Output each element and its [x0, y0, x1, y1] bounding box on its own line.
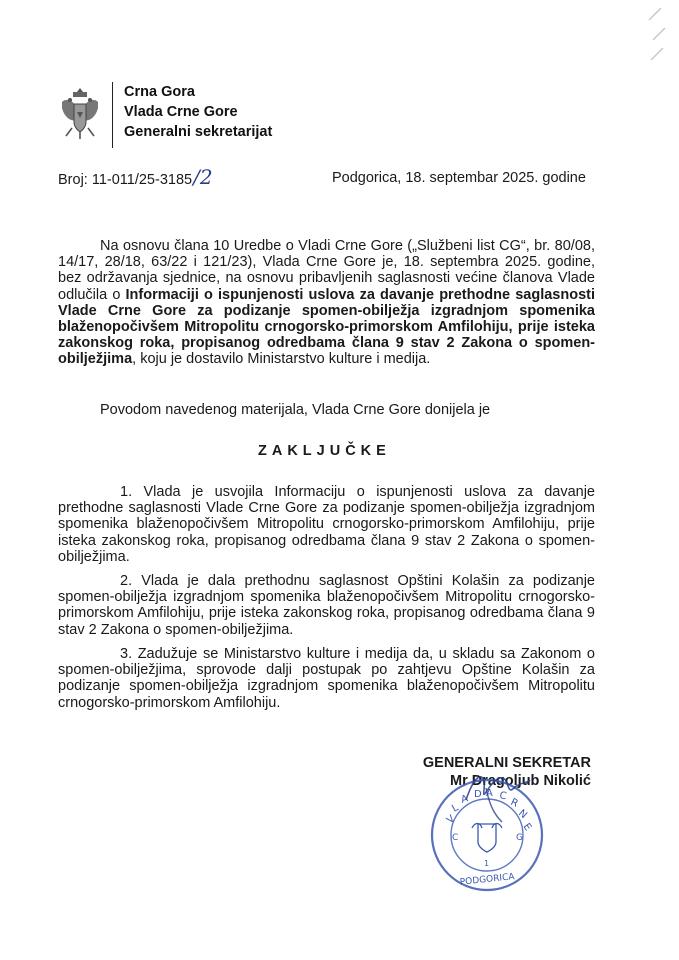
svg-text:L: L [450, 802, 461, 815]
scan-corner-mark-icon [639, 0, 675, 80]
place-and-date: Podgorica, 18. septembar 2025. godine [332, 170, 586, 186]
country-name: Crna Gora [124, 84, 195, 100]
signatory-name: Mr Dragoljub Nikolić [450, 773, 591, 789]
conclusion-item [58, 573, 595, 638]
handwritten-signature-icon [456, 760, 536, 830]
signatory-title: GENERALNI SEKRETAR [422, 755, 591, 771]
svg-text:A: A [459, 793, 470, 806]
intro-paragraph [58, 238, 595, 368]
conclusion-item [58, 646, 595, 711]
reference-number [58, 165, 213, 189]
intro-text-bold: Informaciji o ispunjenosti uslova za davanje prethodne saglasnosti Vlade Crne Gore za podizanje spomen-obilježja izgradnjom spomenika blaženopočivšem Mitropolitu crnogorsko-primorskom Amfilohiju, prije isteka zakonskog roka, propisanog odredbama člana 9 stav 2 Zakona o spomen-obilježjima [58, 286, 596, 368]
svg-text:1: 1 [484, 859, 490, 868]
svg-text:G: G [516, 833, 523, 843]
conclusion-1-text: 1. Vlada je usvojila Informaciju o ispunjenosti uslova za davanje prethodne saglasnosti Vlade Crne Gore za podizanje spomen-obilježja izgradnjom spomenika blaženopočivšem Mitropolitu crnogorsko-primorskom Amfilohiju, prije isteka zakonskog roka, propisanog odredbama člana 9 stav 2 Zakona o spomen-obilježjima. [58, 484, 595, 565]
handwritten-reference-suffix: /2 [193, 165, 213, 189]
svg-text:V: V [444, 813, 458, 827]
secretariat-name: Generalni sekretarijat [124, 124, 273, 140]
svg-text:N: N [516, 807, 529, 822]
svg-text:C: C [498, 790, 508, 803]
svg-text:E: E [520, 821, 534, 833]
conclusion-item [58, 484, 595, 565]
letterhead-text [124, 82, 384, 142]
government-name: Vlada Crne Gore [124, 104, 238, 120]
letterhead-divider [112, 82, 113, 148]
intro-text-part2: , koju je dostavilo Ministarstvo kulture i medija. [132, 351, 431, 368]
svg-text:R: R [508, 796, 520, 810]
svg-text:PODGORICA: PODGORICA [459, 872, 516, 888]
intro-text-part1: Na osnovu člana 10 Uredbe o Vladi Crne Gore („Službeni list CG“, br. 80/08, 14/17, 28/18, 63/22 i 121/23), Vlada Crne Gore je, 18. septembra 2025. godine, bez održavanja sjednice, na osnovu pribavljenih saglasnosti većine članova Vlade odlučila o [58, 238, 595, 303]
svg-text:C: C [452, 833, 459, 843]
svg-text:A: A [486, 788, 493, 799]
conclusion-2-text: 2. Vlada je dala prethodnu saglasnost Opštini Kolašin za podizanje spomen-obilježja izgradnjom spomenika blaženopočivšem Mitropolitu crnogorsko-primorskom Amfilohiju, prije isteka zakonskog roka, propisanog odredbama člana 9 stav 2 Zakona o spomen-obilježjima. [58, 573, 595, 638]
montenegro-coat-of-arms-icon [58, 86, 102, 140]
conclusion-3-text: 3. Zadužuje se Ministarstvo kulture i medija da, u skladu sa Zakonom o spomen-obilježjima, sprovode dalji postupak po zahtjevu Opštine Kolašin za podizanje spomen-obilježja izgradnjom spomenika blaženopočivšem Mitropolitu crnogorsko-primorskom Amfilohiju. [58, 646, 595, 711]
decision-intro: Povodom navedenog materijala, Vlada Crne Gore donijela je [100, 402, 491, 418]
conclusions-heading: ZAKLJUČKE [258, 443, 391, 459]
svg-text:D: D [474, 789, 482, 800]
reference-number-text: Broj: 11-011/25-3185 [58, 172, 193, 188]
